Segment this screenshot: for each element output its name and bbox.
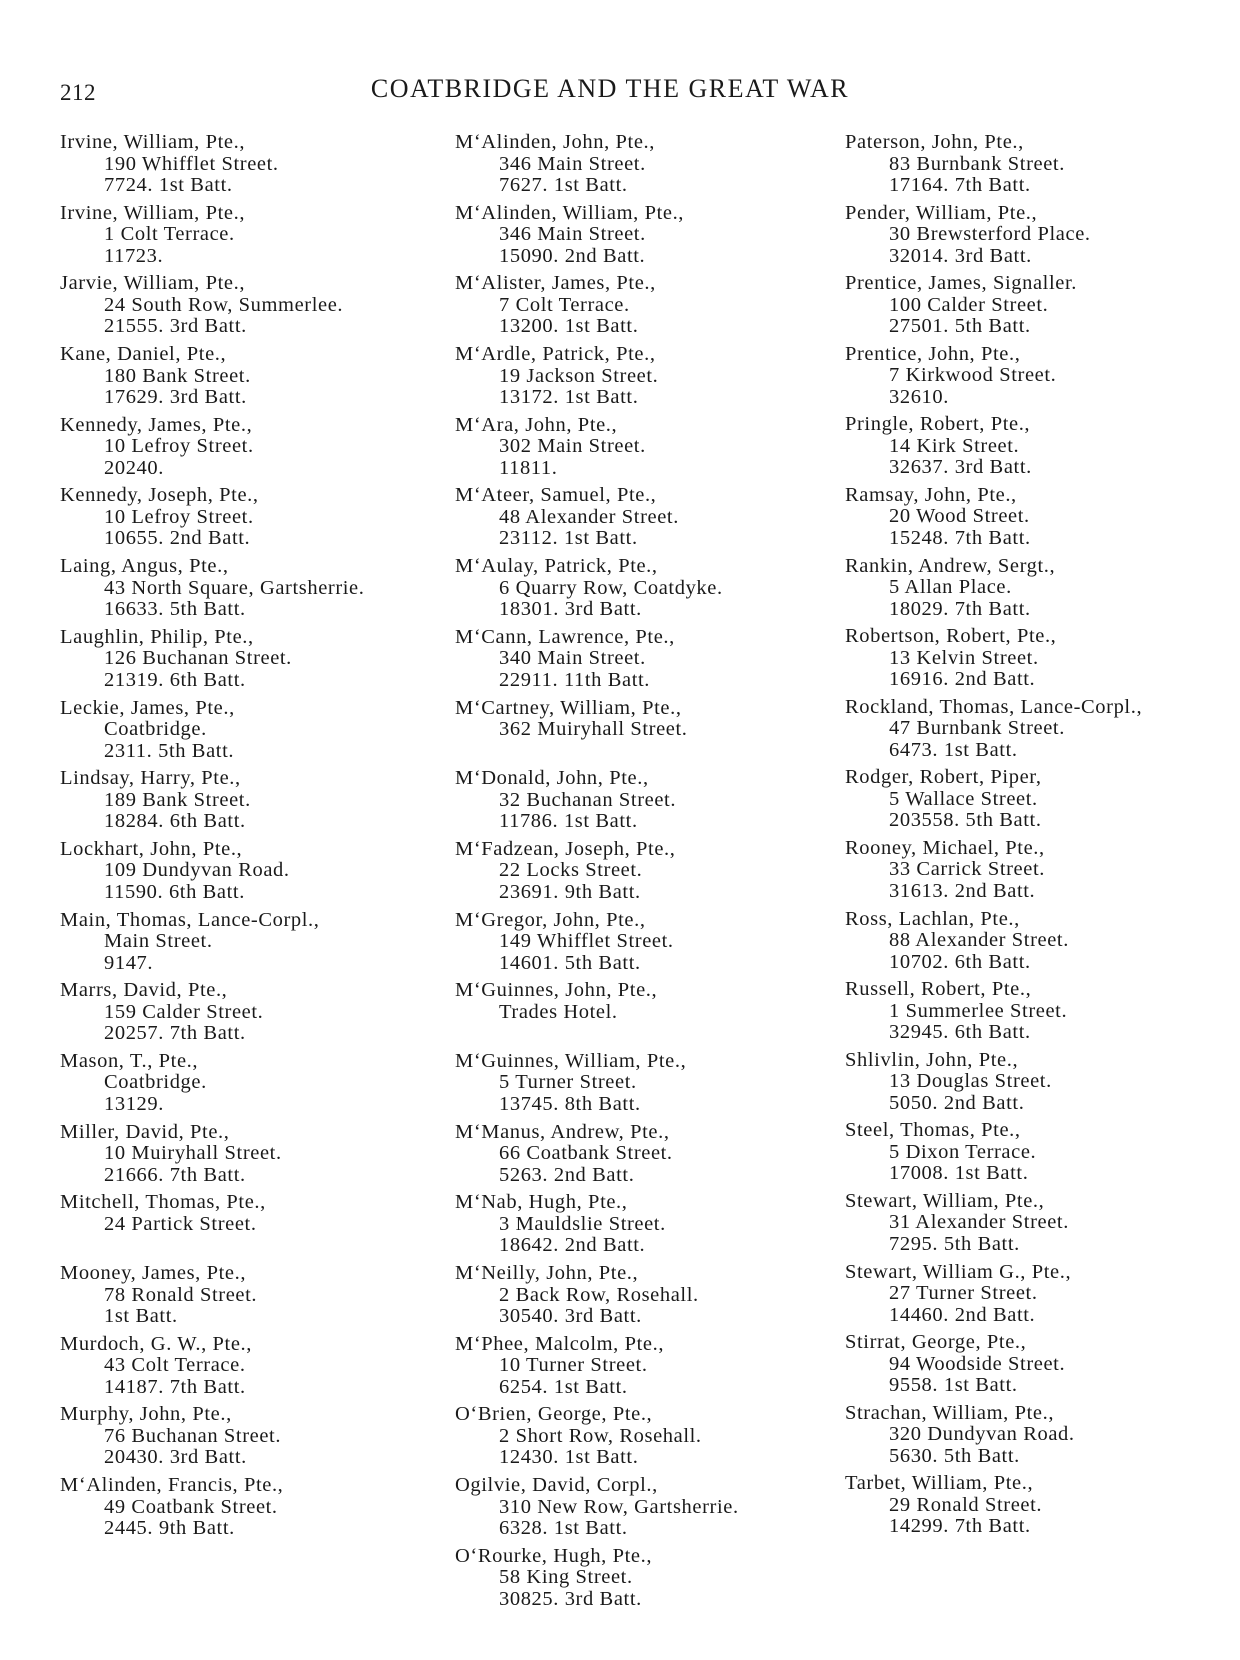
entry-name: Mitchell, Thomas, Pte.,	[60, 1191, 266, 1214]
roll-column-3	[845, 132, 1225, 1544]
page-number: 212	[60, 80, 96, 105]
entry-service: 18029. 7th Batt.	[889, 597, 1031, 620]
entry-name: Steel, Thomas, Pte.,	[845, 1119, 1021, 1142]
roll-entry	[60, 1404, 420, 1475]
roll-entry	[845, 556, 1225, 627]
entry-service: 23691. 9th Batt.	[499, 880, 641, 903]
roll-entry	[60, 980, 420, 1051]
entry-address: 10 Lefroy Street.	[104, 505, 254, 528]
entry-name: M‘Manus, Andrew, Pte.,	[455, 1120, 670, 1143]
entry-service: 14299. 7th Batt.	[889, 1515, 1031, 1538]
roll-entry	[60, 698, 420, 769]
entry-name: Rockland, Thomas, Lance-Corpl.,	[845, 695, 1143, 718]
roll-entry	[845, 414, 1225, 485]
roll-entry	[60, 1334, 420, 1405]
roll-entry	[455, 910, 815, 981]
roll-entry	[60, 203, 420, 274]
entry-name: Marrs, David, Pte.,	[60, 979, 228, 1002]
entry-address: 94 Woodside Street.	[889, 1352, 1066, 1375]
entry-name: Lockhart, John, Pte.,	[60, 837, 243, 860]
entry-address: 100 Calder Street.	[889, 293, 1049, 316]
roll-entry	[455, 1404, 815, 1475]
roll-entry	[845, 485, 1225, 556]
entry-service: 16633. 5th Batt.	[104, 598, 246, 621]
entry-address: 310 New Row, Gartsherrie.	[499, 1495, 739, 1518]
roll-entry	[455, 1334, 815, 1405]
entry-service: 14460. 2nd Batt.	[889, 1303, 1036, 1326]
entry-service: 2445. 9th Batt.	[104, 1517, 235, 1540]
roll-entry	[845, 1332, 1225, 1403]
entry-name: Ramsay, John, Pte.,	[845, 483, 1017, 506]
entry-name: M‘Guinnes, John, Pte.,	[455, 979, 658, 1002]
roll-entry	[845, 132, 1225, 203]
roll-column-2	[455, 132, 815, 1616]
entry-service: 17164. 7th Batt.	[889, 174, 1031, 196]
entry-address: 5 Wallace Street.	[889, 787, 1038, 810]
roll-entry	[845, 1473, 1225, 1544]
roll-entry	[455, 1192, 815, 1263]
roll-entry	[455, 980, 815, 1051]
entry-address: 47 Burnbank Street.	[889, 717, 1065, 740]
entry-name: M‘Alinden, Francis, Pte.,	[60, 1474, 284, 1497]
roll-entry	[845, 1403, 1225, 1474]
roll-entry	[455, 485, 815, 556]
entry-name: Pender, William, Pte.,	[845, 201, 1038, 224]
entry-name: Tarbet, William, Pte.,	[845, 1472, 1034, 1495]
entry-service: 7724. 1st Batt.	[104, 174, 233, 196]
roll-entry	[845, 697, 1225, 768]
roll-entry	[845, 1050, 1225, 1121]
entry-service: 6473. 1st Batt.	[889, 738, 1018, 761]
entry-service: 20430. 3rd Batt.	[104, 1446, 247, 1469]
roll-entry	[60, 1051, 420, 1122]
entry-service: 12430. 1st Batt.	[499, 1446, 639, 1469]
entry-address: 19 Jackson Street.	[499, 364, 659, 387]
entry-address: 14 Kirk Street.	[889, 434, 1020, 457]
entry-address: 346 Main Street.	[499, 223, 646, 246]
roll-entry	[845, 1262, 1225, 1333]
entry-address: 2 Back Row, Rosehall.	[499, 1283, 699, 1306]
entry-name: Stirrat, George, Pte.,	[845, 1331, 1027, 1354]
entry-name: Robertson, Robert, Pte.,	[845, 625, 1057, 648]
entry-address: 43 Colt Terrace.	[104, 1354, 246, 1377]
entry-service: 6254. 1st Batt.	[499, 1375, 628, 1398]
entry-service: 32945. 6th Batt.	[889, 1021, 1031, 1044]
entry-address: 78 Ronald Street.	[104, 1283, 258, 1306]
entry-name: Murdoch, G. W., Pte.,	[60, 1332, 252, 1355]
entry-service: 1st Batt.	[104, 1305, 178, 1327]
roll-entry	[455, 344, 815, 415]
entry-name: Lindsay, Harry, Pte.,	[60, 767, 241, 790]
entry-address: 29 Ronald Street.	[889, 1493, 1043, 1516]
entry-address: 362 Muiryhall Street.	[499, 718, 688, 740]
roll-entry	[60, 1263, 420, 1334]
entry-address: 49 Coatbank Street.	[104, 1495, 278, 1518]
entry-address: 126 Buchanan Street.	[104, 647, 292, 670]
entry-name: Russell, Robert, Pte.,	[845, 978, 1032, 1001]
roll-entry	[455, 1546, 815, 1617]
entry-service: 7295. 5th Batt.	[889, 1232, 1020, 1255]
entry-service: 21319. 6th Batt.	[104, 668, 246, 691]
entry-name: M‘Guinnes, William, Pte.,	[455, 1049, 687, 1072]
entry-address: 10 Muiryhall Street.	[104, 1142, 282, 1165]
roll-entry	[845, 203, 1225, 274]
entry-name: Paterson, John, Pte.,	[845, 131, 1024, 153]
entry-service: 11723.	[104, 244, 164, 267]
entry-address: 32 Buchanan Street.	[499, 788, 677, 811]
entry-name: M‘Gregor, John, Pte.,	[455, 908, 646, 931]
entry-address: 13 Kelvin Street.	[889, 646, 1039, 669]
entry-name: Miller, David, Pte.,	[60, 1120, 230, 1143]
roll-entry	[845, 273, 1225, 344]
roll-entry	[60, 132, 420, 203]
roll-entry	[455, 768, 815, 839]
entry-name: M‘Cartney, William, Pte.,	[455, 696, 682, 719]
entry-address: 88 Alexander Street.	[889, 929, 1069, 952]
entry-name: Mooney, James, Pte.,	[60, 1262, 247, 1284]
entry-name: Rodger, Robert, Piper,	[845, 766, 1042, 789]
entry-address: 30 Brewsterford Place.	[889, 223, 1091, 246]
entry-address: 27 Turner Street.	[889, 1282, 1038, 1304]
entry-name: M‘Donald, John, Pte.,	[455, 767, 649, 790]
entry-address: 1 Summerlee Street.	[889, 999, 1068, 1022]
entry-service: 23112. 1st Batt.	[499, 527, 638, 550]
entry-name: M‘Neilly, John, Pte.,	[455, 1262, 639, 1284]
entry-name: Murphy, John, Pte.,	[60, 1403, 232, 1426]
entry-name: M‘Cann, Lawrence, Pte.,	[455, 625, 675, 648]
roll-entry	[60, 839, 420, 910]
entry-address: 22 Locks Street.	[499, 859, 643, 882]
entry-address: 7 Colt Terrace.	[499, 293, 630, 316]
roll-entry	[845, 767, 1225, 838]
entry-name: Rankin, Andrew, Sergt.,	[845, 554, 1056, 577]
entry-name: Irvine, William, Pte.,	[60, 131, 246, 153]
roll-entry	[845, 838, 1225, 909]
entry-name: Ross, Lachlan, Pte.,	[845, 907, 1020, 930]
roll-entry	[455, 556, 815, 627]
entry-service: 32014. 3rd Batt.	[889, 244, 1032, 267]
entry-service: 16916. 2nd Batt.	[889, 668, 1036, 691]
entry-name: Main, Thomas, Lance-Corpl.,	[60, 908, 320, 931]
entry-name: Laughlin, Philip, Pte.,	[60, 625, 254, 648]
entry-address: 20 Wood Street.	[889, 505, 1030, 528]
entry-name: O‘Rourke, Hugh, Pte.,	[455, 1544, 653, 1567]
entry-address: 48 Alexander Street.	[499, 505, 679, 528]
roll-entry	[60, 556, 420, 627]
entry-address: 10 Lefroy Street.	[104, 435, 254, 458]
entry-name: Kennedy, James, Pte.,	[60, 413, 253, 436]
roll-entry	[60, 273, 420, 344]
roll-entry	[60, 1192, 420, 1263]
entry-service: 20240.	[104, 456, 164, 479]
entry-name: M‘Nab, Hugh, Pte.,	[455, 1191, 628, 1214]
entry-address: 302 Main Street.	[499, 435, 646, 458]
entry-service: 13129.	[104, 1092, 164, 1115]
entry-service: 9147.	[104, 951, 154, 974]
entry-address: Main Street.	[104, 930, 213, 953]
entry-service: 30540. 3rd Batt.	[499, 1305, 642, 1327]
entry-name: M‘Ara, John, Pte.,	[455, 413, 618, 436]
entry-address: 3 Mauldslie Street.	[499, 1212, 666, 1235]
entry-address: 5 Dixon Terrace.	[889, 1140, 1037, 1163]
entry-service: 32637. 3rd Batt.	[889, 456, 1032, 479]
entry-name: M‘Alinden, John, Pte.,	[455, 131, 655, 153]
entry-service: 21666. 7th Batt.	[104, 1163, 246, 1186]
entry-address: 43 North Square, Gartsherrie.	[104, 576, 365, 599]
entry-service: 27501. 5th Batt.	[889, 315, 1031, 338]
entry-service: 13172. 1st Batt.	[499, 386, 639, 409]
roll-column-1	[60, 132, 420, 1546]
entry-address: 5 Turner Street.	[499, 1071, 637, 1094]
entry-name: Prentice, James, Signaller.	[845, 272, 1077, 295]
page-title: COATBRIDGE AND THE GREAT WAR	[370, 74, 850, 103]
roll-entry	[455, 627, 815, 698]
entry-service: 9558. 1st Batt.	[889, 1374, 1018, 1397]
entry-name: Jarvie, William, Pte.,	[60, 272, 246, 295]
entry-address: 180 Bank Street.	[104, 364, 251, 387]
entry-name: Pringle, Robert, Pte.,	[845, 413, 1031, 436]
entry-service: 18301. 3rd Batt.	[499, 598, 642, 621]
entry-address: Coatbridge.	[104, 1071, 207, 1094]
entry-address: 10 Turner Street.	[499, 1354, 648, 1377]
entry-service: 15248. 7th Batt.	[889, 526, 1031, 549]
entry-address: 340 Main Street.	[499, 647, 646, 670]
roll-entry	[845, 909, 1225, 980]
entry-service: 21555. 3rd Batt.	[104, 315, 247, 338]
entry-address: 5 Allan Place.	[889, 576, 1012, 599]
roll-entry	[455, 698, 815, 769]
entry-name: Laing, Angus, Pte.,	[60, 555, 229, 578]
entry-service: 13745. 8th Batt.	[499, 1092, 641, 1115]
entry-service: 20257. 7th Batt.	[104, 1022, 246, 1045]
roll-entry	[60, 344, 420, 415]
entry-name: M‘Ardle, Patrick, Pte.,	[455, 343, 656, 366]
roll-entry	[845, 344, 1225, 415]
entry-service: 17629. 3rd Batt.	[104, 386, 247, 409]
entry-service: 6328. 1st Batt.	[499, 1517, 628, 1540]
entry-name: Shlivlin, John, Pte.,	[845, 1048, 1019, 1071]
entry-name: Kane, Daniel, Pte.,	[60, 343, 227, 366]
entry-address: 13 Douglas Street.	[889, 1070, 1052, 1093]
roll-entry	[845, 1120, 1225, 1191]
entry-address: Trades Hotel.	[499, 1000, 618, 1023]
entry-service: 2311. 5th Batt.	[104, 739, 235, 762]
entry-address: 58 King Street.	[499, 1566, 633, 1589]
entry-name: Ogilvie, David, Corpl.,	[455, 1474, 658, 1497]
entry-service: 31613. 2nd Batt.	[889, 879, 1036, 902]
roll-entry	[60, 485, 420, 556]
entry-address: 24 Partick Street.	[104, 1212, 257, 1235]
roll-entry	[845, 1191, 1225, 1262]
entry-name: M‘Phee, Malcolm, Pte.,	[455, 1332, 665, 1355]
entry-name: O‘Brien, George, Pte.,	[455, 1403, 653, 1426]
roll-entry	[60, 1475, 420, 1546]
entry-service: 10655. 2nd Batt.	[104, 527, 251, 550]
roll-entry	[455, 415, 815, 486]
roll-entry	[845, 626, 1225, 697]
entry-service: 13200. 1st Batt.	[499, 315, 639, 338]
entry-address: 190 Whifflet Street.	[104, 152, 279, 175]
entry-service: 14601. 5th Batt.	[499, 951, 641, 974]
roll-entry	[60, 627, 420, 698]
entry-service: 18642. 2nd Batt.	[499, 1234, 646, 1257]
roll-entry	[455, 1051, 815, 1122]
entry-service: 30825. 3rd Batt.	[499, 1587, 642, 1610]
roll-entry	[455, 1475, 815, 1546]
entry-service: 11811.	[499, 456, 558, 479]
entry-address: 189 Bank Street.	[104, 788, 251, 811]
entry-address: 320 Dundyvan Road.	[889, 1423, 1075, 1446]
entry-address: 33 Carrick Street.	[889, 858, 1045, 881]
entry-name: M‘Aulay, Patrick, Pte.,	[455, 555, 658, 578]
entry-address: 109 Dundyvan Road.	[104, 859, 290, 882]
entry-address: 83 Burnbank Street.	[889, 152, 1065, 175]
entry-address: 66 Coatbank Street.	[499, 1142, 673, 1165]
entry-service: 14187. 7th Batt.	[104, 1375, 246, 1398]
roll-entry	[845, 979, 1225, 1050]
roll-entry	[60, 910, 420, 981]
entry-name: M‘Fadzean, Joseph, Pte.,	[455, 837, 676, 860]
entry-service: 17008. 1st Batt.	[889, 1162, 1029, 1185]
entry-name: M‘Ateer, Samuel, Pte.,	[455, 484, 657, 507]
entry-name: Mason, T., Pte.,	[60, 1049, 199, 1072]
entry-name: M‘Alister, James, Pte.,	[455, 272, 656, 295]
entry-service: 15090. 2nd Batt.	[499, 244, 646, 267]
roll-entry	[455, 132, 815, 203]
entry-service: 5630. 5th Batt.	[889, 1444, 1020, 1467]
entry-service: 5263. 2nd Batt.	[499, 1163, 635, 1186]
entry-service: 10702. 6th Batt.	[889, 950, 1031, 973]
entry-name: Kennedy, Joseph, Pte.,	[60, 484, 259, 507]
roll-entry	[455, 203, 815, 274]
roll-entry	[455, 1122, 815, 1193]
entry-address: 31 Alexander Street.	[889, 1211, 1069, 1234]
entry-name: Stewart, William G., Pte.,	[845, 1260, 1072, 1283]
entry-address: 346 Main Street.	[499, 152, 646, 175]
roll-entry	[60, 415, 420, 486]
entry-address: 149 Whifflet Street.	[499, 930, 674, 953]
entry-name: Prentice, John, Pte.,	[845, 342, 1021, 365]
entry-address: Coatbridge.	[104, 718, 207, 740]
roll-entry	[455, 273, 815, 344]
entry-name: M‘Alinden, William, Pte.,	[455, 201, 685, 224]
entry-service: 32610.	[889, 385, 949, 408]
entry-service: 11590. 6th Batt.	[104, 880, 245, 903]
entry-service: 18284. 6th Batt.	[104, 810, 246, 833]
entry-address: 24 South Row, Summerlee.	[104, 293, 344, 316]
entry-service: 22911. 11th Batt.	[499, 668, 651, 691]
entry-service: 7627. 1st Batt.	[499, 174, 628, 196]
entry-service: 5050. 2nd Batt.	[889, 1091, 1025, 1114]
roll-entry	[455, 839, 815, 910]
entry-name: Strachan, William, Pte.,	[845, 1401, 1055, 1424]
entry-address: 76 Buchanan Street.	[104, 1424, 282, 1447]
roll-entry	[60, 1122, 420, 1193]
entry-name: Irvine, William, Pte.,	[60, 201, 246, 224]
entry-service: 203558. 5th Batt.	[889, 809, 1042, 832]
roll-entry	[60, 768, 420, 839]
roll-entry	[455, 1263, 815, 1334]
entry-name: Rooney, Michael, Pte.,	[845, 836, 1045, 859]
entry-address: 7 Kirkwood Street.	[889, 364, 1057, 387]
entry-address: 2 Short Row, Rosehall.	[499, 1424, 702, 1447]
entry-address: 6 Quarry Row, Coatdyke.	[499, 576, 723, 599]
entry-name: Leckie, James, Pte.,	[60, 696, 235, 719]
entry-address: 159 Calder Street.	[104, 1000, 264, 1023]
entry-service: 11786. 1st Batt.	[499, 810, 638, 833]
entry-address: 1 Colt Terrace.	[104, 223, 235, 246]
entry-name: Stewart, William, Pte.,	[845, 1189, 1045, 1212]
